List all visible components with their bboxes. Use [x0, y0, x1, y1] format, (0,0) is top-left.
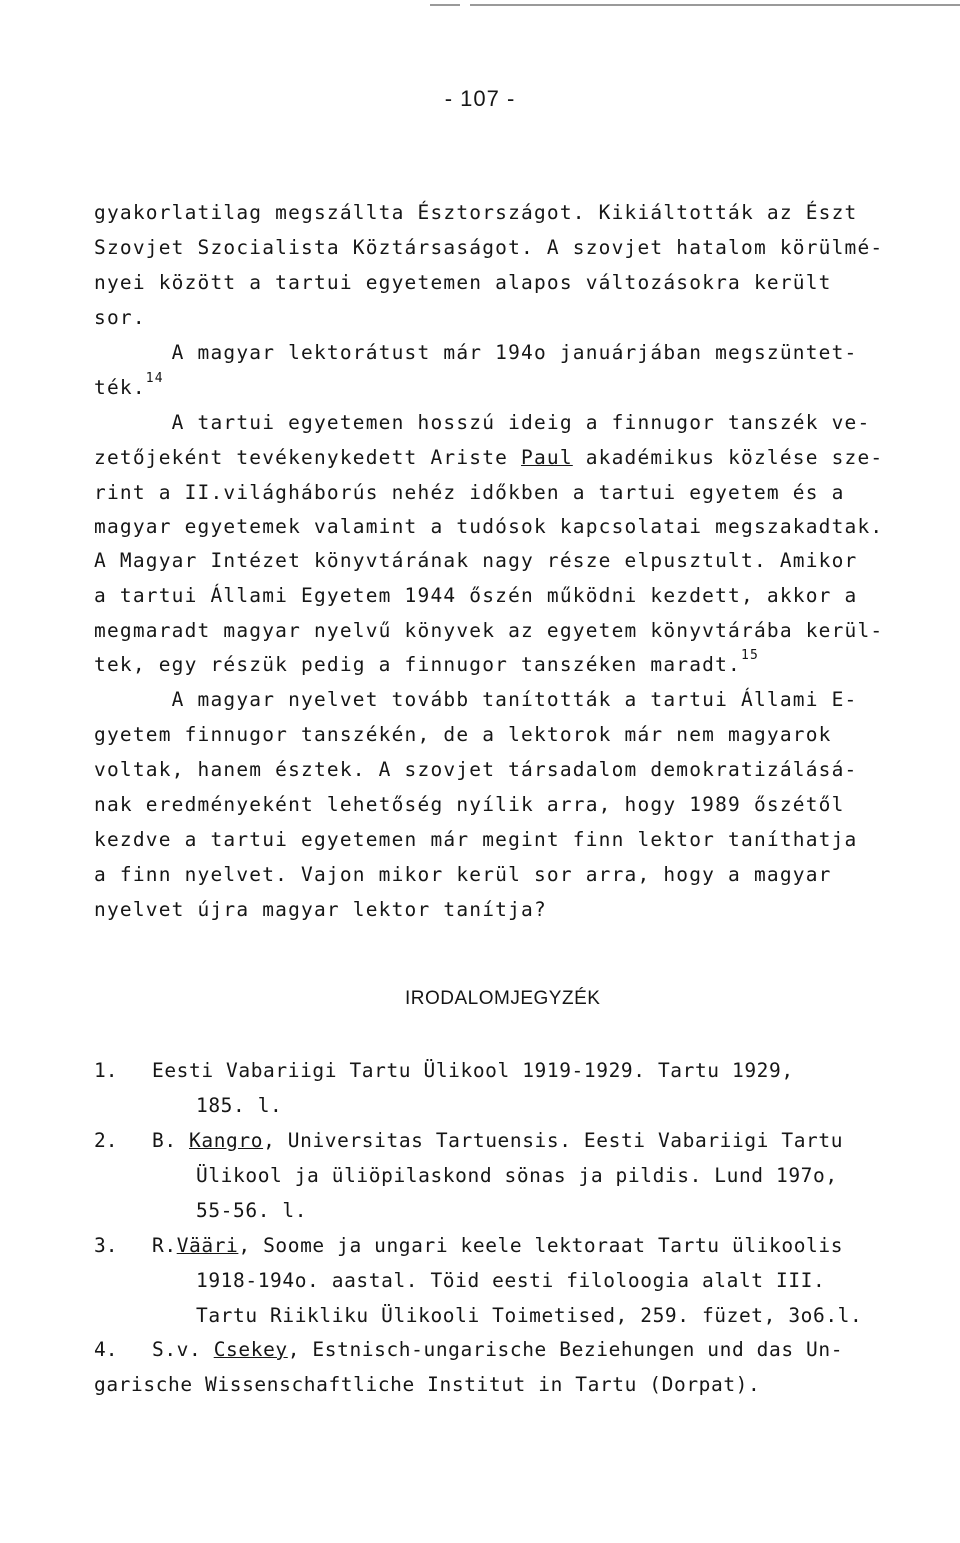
- reference-continuation: 1918-194o. aastal. Töid eesti filoloogia alalt III.: [196, 1269, 826, 1292]
- top-rule-right: [470, 4, 960, 6]
- name-paul: Paul: [521, 446, 573, 469]
- reference-title: , Soome ja ungari keele lektoraat Tartu ülikoolis: [238, 1234, 844, 1257]
- body-line: voltak, hanem észtek. A szovjet társadalom demokratizálásá-: [94, 758, 858, 781]
- reference-number: 2.: [94, 1129, 118, 1152]
- reference-text: [152, 1335, 843, 1365]
- body-line: A tartui egyetemen hosszú ideig a finnugor tanszék ve-: [94, 411, 871, 434]
- reference-continuation: 55-56. l.: [196, 1199, 308, 1222]
- body-line: magyar egyetemek valamint a tudósok kapcsolatai megszakadtak.: [94, 515, 884, 538]
- reference-title: , Universitas Tartuensis. Eesti Vabariigi Tartu: [263, 1129, 844, 1152]
- body-line: a finn nyelvet. Vajon mikor kerül sor arra, hogy a magyar: [94, 863, 832, 886]
- body-line: gyakorlatilag megszállta Észtországot. Kikiáltották az Észt: [94, 201, 858, 224]
- reference-continuation: garische Wissenschaftliche Institut in Tartu (Dorpat).: [94, 1373, 761, 1396]
- body-line-text: ték.: [94, 376, 146, 399]
- footnote-15: 15: [741, 648, 760, 663]
- reference-author: Kangro: [189, 1129, 264, 1152]
- footnote-14: 14: [145, 371, 164, 386]
- reference-prefix: S.v.: [152, 1338, 214, 1361]
- page-number: - 107 -: [444, 86, 516, 111]
- body-line: sor.: [94, 306, 146, 329]
- body-line: nyelvet újra magyar lektor tanítja?: [94, 898, 547, 921]
- body-line: A magyar nyelvet tovább tanították a tartui Állami E-: [94, 688, 858, 711]
- body-line: nyei között a tartui egyetemen alapos változásokra került: [94, 271, 832, 294]
- body-line: Szovjet Szocialista Köztársaságot. A szovjet hatalom körülmé-: [94, 236, 884, 259]
- reference-prefix: B.: [152, 1129, 190, 1152]
- reference-number: 1.: [94, 1059, 118, 1082]
- reference-continuation: Ülikool ja üliöpilaskond sönas ja pildis. Lund 197o,: [196, 1164, 838, 1187]
- reference-text: Eesti Vabariigi Tartu Ülikool 1919-1929. Tartu 1929,: [152, 1059, 794, 1082]
- top-rule-left: [430, 4, 460, 6]
- body-line-text: akadémikus közlése sze-: [572, 446, 884, 469]
- body-line: nak eredményeként lehetőség nyílik arra, hogy 1989 őszétől: [94, 793, 845, 816]
- body-line-text: tek, egy részük pedig a finnugor tanszéken maradt.: [94, 653, 741, 676]
- reference-number: 3.: [94, 1234, 118, 1257]
- reference-title: , Estnisch-ungarische Beziehungen und das Un-: [287, 1338, 844, 1361]
- reference-number: 4.: [94, 1338, 118, 1361]
- bibliography-heading: IRODALOMJEGYZÉK: [405, 988, 601, 1009]
- body-line: a tartui Állami Egyetem 1944 őszén működni kezdett, akkor a: [94, 584, 858, 607]
- body-line: A Magyar Intézet könyvtárának nagy része elpusztult. Amikor: [94, 549, 858, 572]
- body-line: [94, 373, 164, 403]
- reference-author: Vääri: [176, 1234, 239, 1257]
- body-line: [94, 443, 883, 473]
- reference-prefix: R.: [152, 1234, 177, 1257]
- reference-continuation: Tartu Riikliku Ülikooli Toimetised, 259. füzet, 3o6.l.: [196, 1304, 863, 1327]
- body-line: kezdve a tartui egyetemen már megint finn lektor taníthatja: [94, 828, 858, 851]
- body-line: megmaradt magyar nyelvű könyvek az egyetem könyvtárába kerül-: [94, 619, 884, 642]
- body-line: gyetem finnugor tanszékén, de a lektorok már nem magyarok: [94, 723, 832, 746]
- body-line-text: zetőjeként tevékenykedett Ariste: [94, 446, 522, 469]
- reference-text: [152, 1126, 843, 1156]
- reference-continuation: 185. l.: [196, 1094, 283, 1117]
- body-line: rint a II.világháborús nehéz időkben a tartui egyetem és a: [94, 481, 845, 504]
- reference-author: Csekey: [213, 1338, 288, 1361]
- body-line: A magyar lektorátust már 194o januárjában megszüntet-: [94, 341, 858, 364]
- body-line: [94, 650, 759, 680]
- reference-text: [152, 1231, 843, 1261]
